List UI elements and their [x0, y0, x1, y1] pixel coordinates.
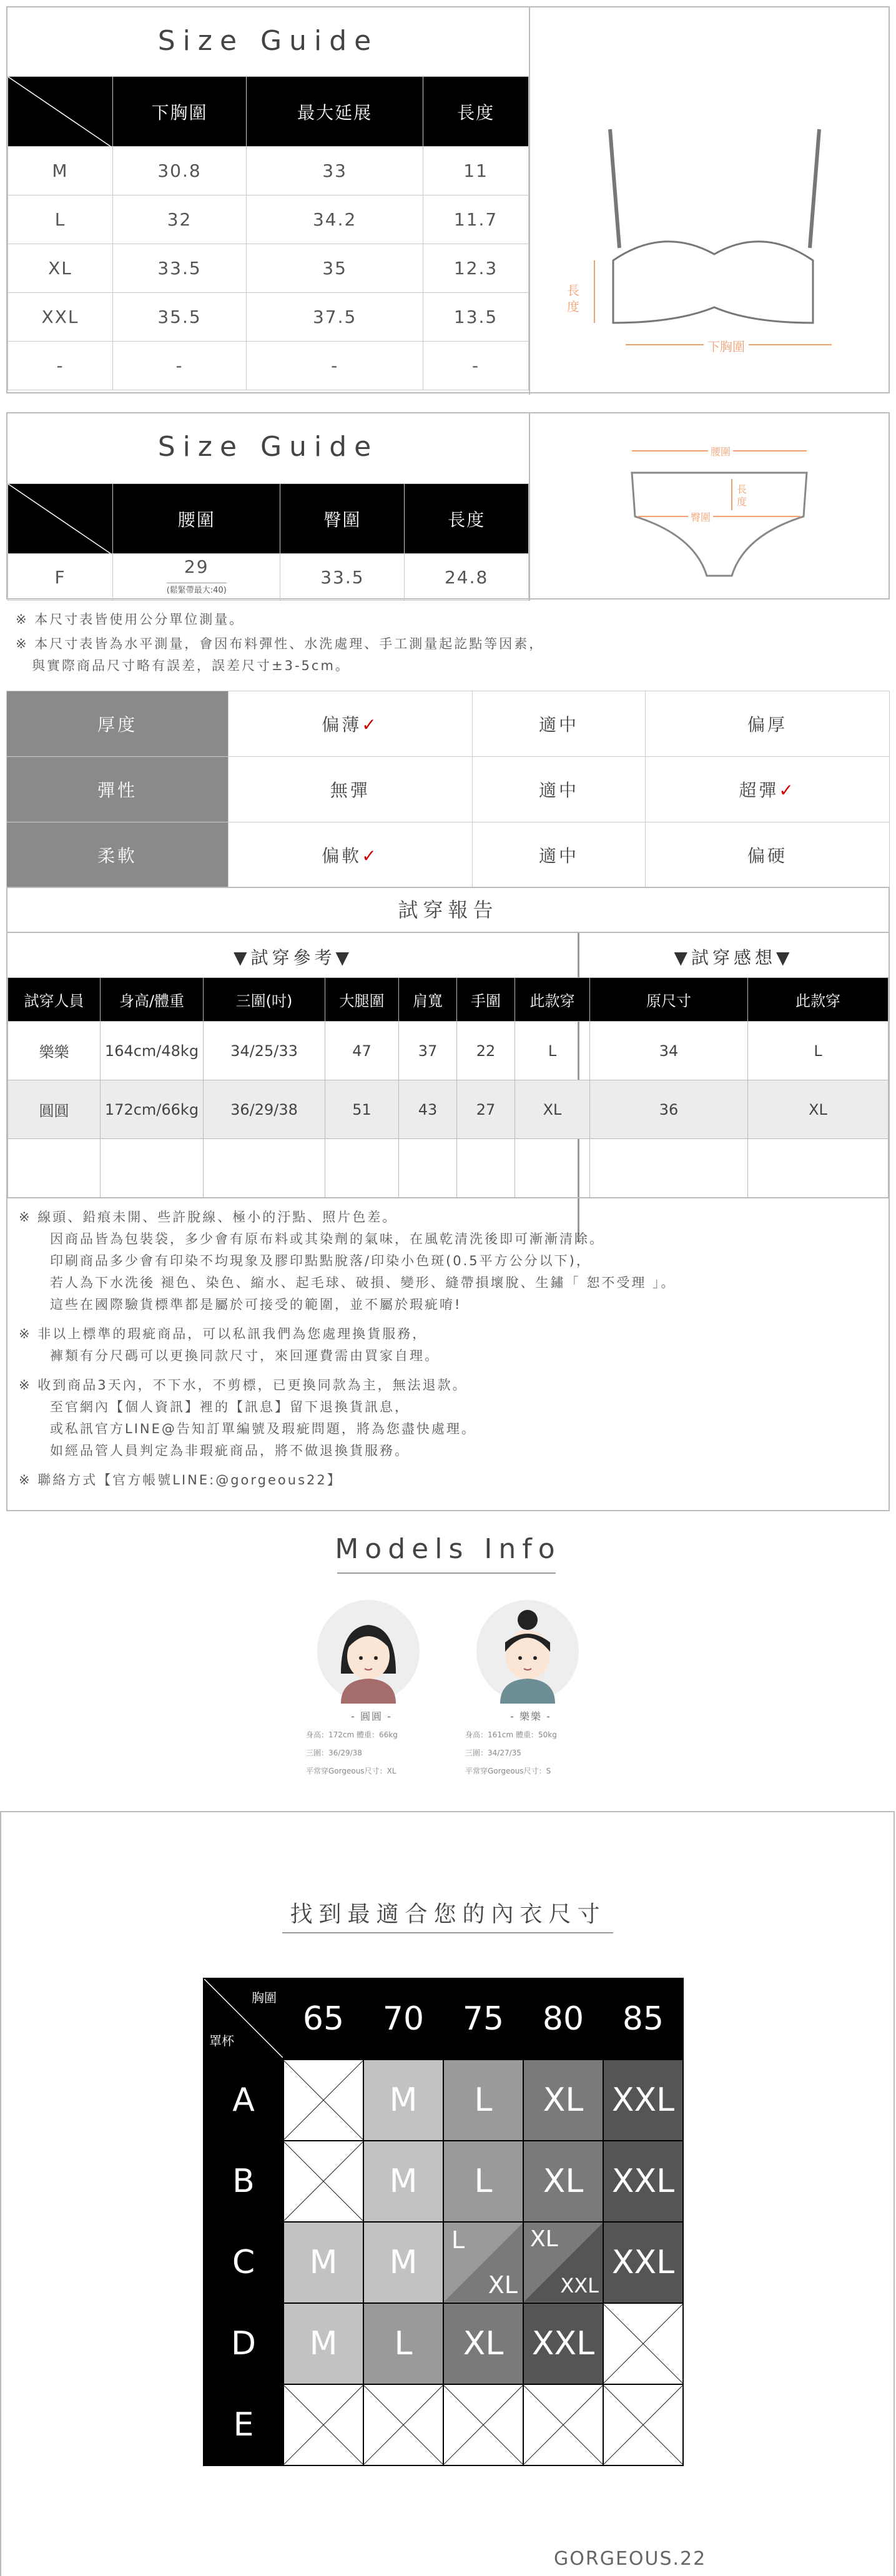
option-cell — [229, 691, 473, 757]
note-line: 若人為下水洗後 褪色、染色、縮水、起毛球、破損、變形、縫帶損壞脫、生鏽「 恕不受理 」。 — [50, 1275, 676, 1290]
trial-report — [6, 887, 890, 1511]
corner-label-cup: 罩杯 — [209, 2033, 234, 2048]
header-underbust: 下胸圍 — [113, 77, 247, 147]
value-cell: - — [247, 342, 423, 390]
model-card-1 — [306, 1599, 437, 1776]
bra-size-chart — [203, 1978, 684, 2466]
header-original-size: 原尺寸 — [590, 978, 748, 1022]
comparison-label: 柔軟 — [7, 822, 229, 888]
option-text: 偏厚 — [747, 714, 788, 735]
header-length: 長度 — [423, 77, 529, 147]
table-row — [8, 554, 529, 601]
note-line: 與實際商品尺寸略有誤差，誤差尺寸±3-5cm。 — [32, 658, 350, 673]
value-cell: - — [423, 342, 529, 390]
bra-chart-title: 找到最適合您的內衣尺寸 — [290, 1902, 606, 1927]
comparison-label: 彈性 — [7, 757, 229, 822]
cell-empty — [523, 2384, 603, 2465]
diagram-label-length: 長度 — [567, 283, 579, 314]
cell-empty — [283, 2141, 363, 2222]
comparison-label: 厚度 — [7, 691, 229, 757]
note-line: ※ 非以上標準的瑕疵商品，可以私訊我們為您處理換貨服務， — [19, 1326, 428, 1341]
bra-diagram — [544, 114, 869, 363]
table-row — [8, 195, 529, 244]
size-guide-title: Size Guide — [157, 431, 379, 463]
header-tester: 試穿人員 — [8, 978, 101, 1022]
value-cell: 13.5 — [423, 293, 529, 342]
cell-empty — [443, 2384, 523, 2465]
header-max-stretch: 最大延展 — [247, 77, 423, 147]
care-notes — [19, 1207, 880, 1491]
value-cell: 35.5 — [113, 293, 247, 342]
cell: 37 — [399, 1022, 457, 1080]
feel-title: ▼試穿感想▼ — [674, 947, 794, 968]
option-cell — [229, 822, 473, 888]
header-shoulder: 肩寬 — [399, 978, 457, 1022]
cell: 27 — [457, 1080, 515, 1139]
option-cell — [472, 822, 645, 888]
table-row — [8, 342, 529, 390]
size-guide-title: Size Guide — [157, 25, 379, 57]
header-worn-size: 此款穿 — [748, 978, 889, 1022]
size-cell: XXL — [603, 2060, 683, 2141]
cell: L — [515, 1022, 590, 1080]
note-line: ※ 聯絡方式【官方帳號LINE:@gorgeous22】 — [19, 1473, 342, 1488]
models-title: Models Info — [335, 1533, 561, 1565]
fabric-comparison-table — [6, 691, 890, 888]
option-cell — [472, 757, 645, 822]
size-cell: XL — [8, 244, 113, 293]
cup-header: C — [204, 2222, 283, 2303]
band-header: 75 — [443, 1978, 523, 2060]
model-info-line: 身高：161cm 體重：50kg — [465, 1730, 557, 1739]
trial-report-title: 試穿報告 — [398, 898, 498, 922]
value-cell: 34.2 — [247, 195, 423, 244]
note-line: 或私訊官方LINE@告知訂單編號及瑕疵問題，將為您盡快處理。 — [50, 1421, 476, 1436]
avatar — [475, 1599, 580, 1704]
header-measurements: 三圍(吋) — [204, 978, 325, 1022]
table-row — [8, 293, 529, 342]
panty-size-table — [7, 483, 529, 601]
size-cell: M — [363, 2060, 443, 2141]
note-line: ※ 收到商品3天內，不下水，不剪標，已更換同款為主，無法退款。 — [19, 1378, 468, 1393]
option-cell — [472, 691, 645, 757]
cup-header: D — [204, 2303, 283, 2384]
size-cell: M — [363, 2222, 443, 2303]
divider — [7, 1197, 889, 1198]
size-cell: L — [8, 195, 113, 244]
cell: 51 — [325, 1080, 399, 1139]
check-icon: ✓ — [362, 846, 379, 866]
check-icon: ✓ — [779, 780, 796, 801]
waist-note: (鬆緊帶最大:40) — [167, 583, 227, 595]
option-cell — [646, 757, 890, 822]
value-cell: - — [113, 342, 247, 390]
size-cell: M — [283, 2222, 363, 2303]
model-info-line: 三圍：34/27/35 — [465, 1749, 521, 1757]
note-line: 至官網內【個人資訊】裡的【訊息】留下退換貨訊息， — [50, 1399, 410, 1414]
cell-empty — [603, 2384, 683, 2465]
note-line: ※ 線頭、鉛痕未開、些許脫線、極小的汙點、照片色差。 — [19, 1210, 398, 1225]
note-line: ※ 本尺寸表皆為水平測量，會因布料彈性、水洗處理、手工測量起訖點等因素， — [16, 636, 544, 651]
size-cell: XL — [523, 2060, 603, 2141]
corner-cell — [204, 1978, 283, 2060]
cell: 34/25/33 — [204, 1022, 325, 1080]
split-label: XXL — [560, 2274, 599, 2297]
diagonal-header-cell — [8, 77, 113, 147]
size-cell: XL — [523, 2141, 603, 2222]
diagram-label-hip: 臀圍 — [688, 510, 713, 524]
split-cell — [523, 2222, 603, 2303]
value-cell: 32 — [113, 195, 247, 244]
cup-header: A — [204, 2060, 283, 2141]
value-cell: 24.8 — [405, 554, 529, 601]
size-cell: XXL — [523, 2303, 603, 2384]
option-cell — [646, 691, 890, 757]
cell: 164cm/48kg — [101, 1022, 204, 1080]
cell-empty — [283, 2060, 363, 2141]
cell: 圓圓 — [8, 1080, 101, 1139]
size-cell: XXL — [603, 2141, 683, 2222]
model-info-line: 平常穿Gorgeous尺寸：S — [465, 1767, 551, 1775]
note-line: 褲類有分尺碼可以更換同款尺寸，來回運費需由買家自理。 — [50, 1348, 440, 1363]
divider-vertical — [529, 413, 530, 601]
bra-chart-title-underline — [282, 1932, 613, 1933]
band-header: 85 — [603, 1978, 683, 2060]
value-cell: 33.5 — [280, 554, 405, 601]
waist-value: 29 — [184, 556, 209, 577]
diagram-label-length: 長度 — [737, 483, 747, 508]
table-row — [8, 1022, 889, 1080]
bra-chart-section — [0, 1811, 895, 2576]
size-table — [7, 76, 529, 390]
option-text: 適中 — [538, 780, 579, 801]
diagram-label-waist: 腰圍 — [708, 444, 733, 458]
size-cell: M — [363, 2141, 443, 2222]
option-text: 偏薄 — [322, 714, 362, 735]
size-cell: L — [443, 2141, 523, 2222]
size-cell: XXL — [603, 2222, 683, 2303]
avatar — [316, 1599, 421, 1704]
option-text: 適中 — [538, 714, 579, 735]
cup-header: B — [204, 2141, 283, 2222]
size-cell: L — [443, 2060, 523, 2141]
header-height-weight: 身高/體重 — [101, 978, 204, 1022]
check-icon: ✓ — [362, 714, 379, 735]
cell: 樂樂 — [8, 1022, 101, 1080]
cell: 36 — [590, 1080, 748, 1139]
option-cell — [229, 757, 473, 822]
option-text: 超彈 — [739, 780, 779, 801]
table-row — [8, 244, 529, 293]
cell: XL — [748, 1080, 889, 1139]
cell-empty — [283, 2384, 363, 2465]
header-length: 長度 — [405, 484, 529, 554]
size-cell: XXL — [8, 293, 113, 342]
cell: 34 — [590, 1022, 748, 1080]
option-text: 無彈 — [330, 780, 370, 801]
option-text: 適中 — [538, 846, 579, 866]
trial-table — [7, 977, 889, 1198]
size-cell: XL — [443, 2303, 523, 2384]
cell: 47 — [325, 1022, 399, 1080]
option-text: 偏硬 — [747, 846, 788, 866]
diagonal-header-cell — [8, 484, 113, 554]
cell: XL — [515, 1080, 590, 1139]
divider-vertical — [529, 7, 530, 395]
header-waist: 腰圍 — [113, 484, 280, 554]
model-name: - 圓圓 - — [351, 1710, 392, 1722]
note-line: 這些在國際驗貨標準都是屬於可接受的範圍，並不屬於瑕疵唷! — [50, 1297, 462, 1312]
cell: 22 — [457, 1022, 515, 1080]
size-cell: L — [363, 2303, 443, 2384]
model-info-line: 身高：172cm 體重：66kg — [306, 1730, 398, 1739]
value-cell: 30.8 — [113, 147, 247, 195]
split-cell — [443, 2222, 523, 2303]
split-label: XL — [530, 2226, 558, 2252]
cell: L — [748, 1022, 889, 1080]
split-label: XL — [488, 2271, 518, 2299]
cell: 43 — [399, 1080, 457, 1139]
brand-logo: GORGEOUS.22 — [554, 2548, 707, 2570]
comparison-row-thickness — [7, 691, 890, 757]
cell: 172cm/66kg — [101, 1080, 204, 1139]
header-thigh: 大腿圍 — [325, 978, 399, 1022]
ref-title: ▼試穿參考▼ — [233, 947, 353, 968]
cell-empty — [603, 2303, 683, 2384]
header-worn-size: 此款穿 — [515, 978, 590, 1022]
option-cell — [646, 822, 890, 888]
note-line: ※ 本尺寸表皆使用公分單位測量。 — [16, 612, 245, 627]
size-cell: F — [8, 554, 113, 601]
model-info-line: 三圍：36/29/38 — [306, 1749, 362, 1757]
table-row — [8, 1080, 889, 1139]
measurement-notes — [16, 609, 884, 677]
table-row-empty — [8, 1139, 889, 1198]
size-cell: M — [8, 147, 113, 195]
note-line: 印刷商品多少會有印染不均現象及膠印點點脫落/印染小色斑(0.5平方公分以下)， — [50, 1253, 591, 1268]
value-cell: 33.5 — [113, 244, 247, 293]
value-cell: 35 — [247, 244, 423, 293]
size-cell: M — [283, 2303, 363, 2384]
divider — [7, 932, 889, 933]
value-cell: 33 — [247, 147, 423, 195]
cup-header: E — [204, 2384, 283, 2465]
value-cell: 37.5 — [247, 293, 423, 342]
model-card-2 — [465, 1599, 596, 1776]
band-header: 80 — [523, 1978, 603, 2060]
note-line: 因商品皆為包裝袋，多少會有原布料或其染劑的氣味，在風乾清洗後即可漸漸清除。 — [50, 1231, 604, 1246]
waist-cell — [113, 554, 280, 601]
size-cell: - — [8, 342, 113, 390]
comparison-row-elasticity — [7, 757, 890, 822]
model-name: - 樂樂 - — [510, 1710, 551, 1722]
value-cell: 11 — [423, 147, 529, 195]
header-arm: 手圍 — [457, 978, 515, 1022]
comparison-row-softness — [7, 822, 890, 888]
cell-empty — [363, 2384, 443, 2465]
model-info-line: 平常穿Gorgeous尺寸：XL — [306, 1767, 396, 1775]
size-guide-top — [6, 6, 890, 393]
option-text: 偏軟 — [322, 846, 362, 866]
note-line: 如經品管人員判定為非瑕疵商品，將不做退換貨服務。 — [50, 1443, 410, 1458]
table-row — [8, 147, 529, 195]
size-guide-bottom — [6, 412, 890, 600]
header-hip: 臀圍 — [280, 484, 405, 554]
diagram-label-underbust: 下胸圍 — [704, 337, 749, 355]
value-cell: 11.7 — [423, 195, 529, 244]
models-title-underline — [337, 1572, 556, 1574]
value-cell: 12.3 — [423, 244, 529, 293]
corner-label-band: 胸圍 — [252, 1990, 277, 2005]
split-label: L — [451, 2226, 465, 2254]
band-header: 70 — [363, 1978, 443, 2060]
cell: 36/29/38 — [204, 1080, 325, 1139]
band-header: 65 — [283, 1978, 363, 2060]
